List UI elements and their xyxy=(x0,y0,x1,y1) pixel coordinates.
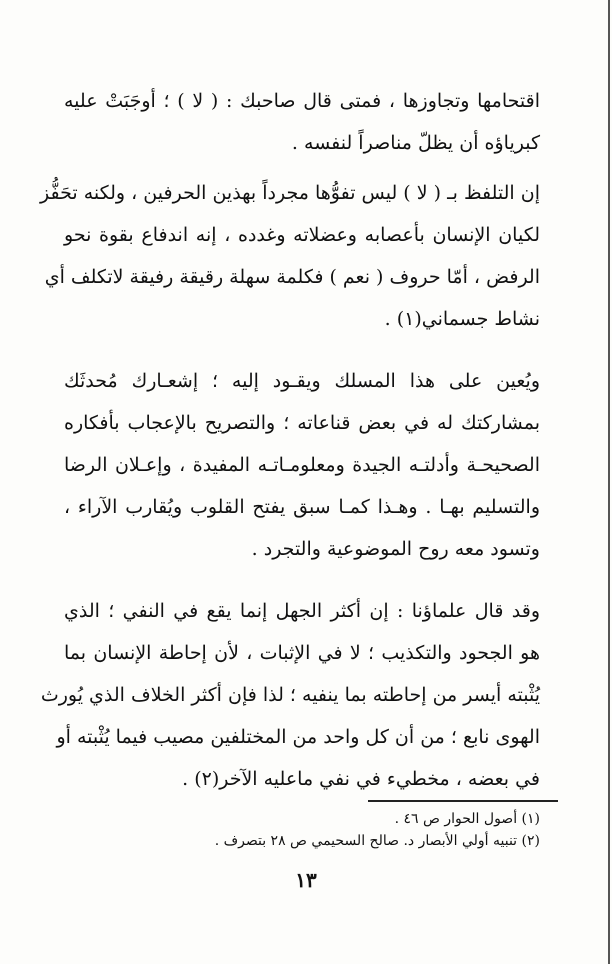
text-line: إن التلفظ بـ ( لا ) ليس تفوُّها مجرداً بهذين الحرفين ، ولكنه تحَفُّز xyxy=(40,182,540,204)
page-edge-line xyxy=(608,0,610,964)
text-line: الصحيحـة وأدلتـه الجيدة ومعلومـاتـه المفيدة ، وإعـلان الرضا xyxy=(64,454,540,476)
footnote-1: (١) أصول الحوار ص ٤٦ . xyxy=(394,811,540,827)
text-line: كبرياؤه أن يظلّ مناصراً لنفسه . xyxy=(291,132,540,154)
text-line: الهوى نابع ؛ من أن كل واحد من المختلفين مصيب فيما يُثْبته أو xyxy=(56,726,540,748)
paragraph-2 xyxy=(40,172,540,340)
paragraph-1 xyxy=(64,80,540,164)
footnotes xyxy=(64,808,540,852)
paragraph-4 xyxy=(40,590,540,800)
text-line: يُثْبته أيسر من إحاطته بما ينفيه ؛ لذا فإن أكثر الخلاف الذي يُورث xyxy=(40,684,540,706)
text-line: لكيان الإنسان بأعصابه وعضلاته وغدده ، إنه اندفاع بقوة نحو xyxy=(64,224,540,246)
text-line: وتسود معه روح الموضوعية والتجرد . xyxy=(251,538,540,560)
footnote-2: (٢) تنبيه أولي الأبصار د. صالح السحيمي ص ٢٨ بتصرف . xyxy=(214,833,540,849)
text-line: والتسليم بهـا . وهـذا كمـا سبق يفتح القلوب ويُقارب الآراء ، xyxy=(64,496,540,518)
text-line: الرفض ، أمّا حروف ( نعم ) فكلمة سهلة رقيقة رفيقة لاتكلف أي xyxy=(44,266,540,288)
text-line: نشاط جسماني(١) . xyxy=(384,308,540,330)
page-number: ١٣ xyxy=(295,868,317,892)
text-line: هو الجحود والتكذيب ؛ لا في الإثبات ، لأن إحاطة الإنسان بما xyxy=(64,642,540,664)
footnote-divider xyxy=(368,800,558,802)
paragraph-3 xyxy=(64,360,540,570)
text-line: ويُعين على هذا المسلك ويقـود إليه ؛ إشعـارك مُحدثَك xyxy=(64,370,540,392)
text-line: وقد قال علماؤنا : إن أكثر الجهل إنما يقع في النفي ؛ الذي xyxy=(64,600,540,622)
text-line: اقتحامها وتجاوزها ، فمتى قال صاحبك : ( لا ) ؛ أوجَبَتْ عليه xyxy=(64,90,540,112)
text-line: في بعضه ، مخطيء في نفي ماعليه الآخر(٢) . xyxy=(182,768,540,790)
text-line: بمشاركتك له في بعض قناعاته ؛ والتصريح بالإعجاب بأفكاره xyxy=(64,412,540,434)
